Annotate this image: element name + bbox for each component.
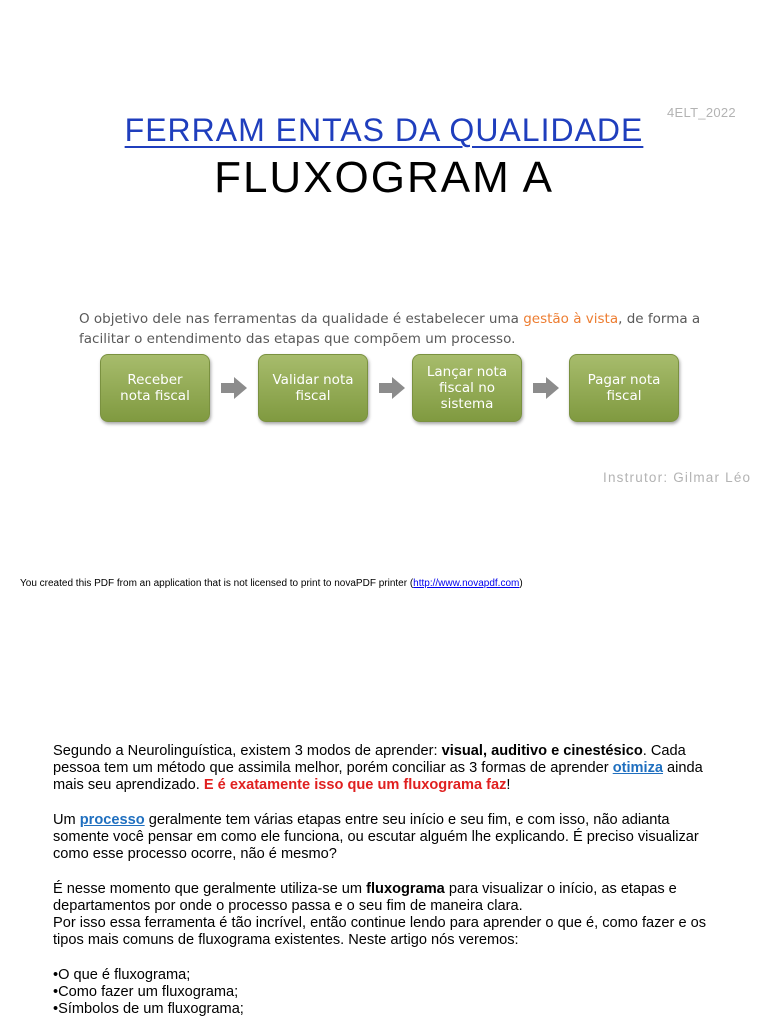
flow-step-2: Validar nota fiscal (258, 354, 368, 422)
fluxograma-bold: fluxograma (366, 880, 445, 897)
intro-highlight: gestão à vista (523, 311, 619, 327)
emphasis-red: E é exatamente isso que um fluxograma faz (203, 777, 507, 794)
paragraph-3-text-b: para visualizar o início, as etapas e departamentos por onde o processo passa e o seu fim de maneira clara. (53, 880, 677, 914)
paragraph-1-end: ! (506, 777, 511, 794)
paragraph-1 (53, 743, 721, 795)
paragraph-1-text-b: . Cada pessoa tem um método que assimila melhor, porém conciliar as 3 formas de aprender (53, 743, 686, 777)
page-subtitle: FLUXOGRAM A (214, 153, 554, 202)
novapdf-notice (20, 578, 523, 589)
list-item: •O que é fluxograma; (53, 966, 191, 983)
process-flowchart (100, 354, 680, 424)
paragraph-1-text-c: ainda mais seu aprendizado. (53, 760, 703, 794)
intro-text-before: O objetivo dele nas ferramentas da qualidade é estabelecer uma (79, 311, 524, 327)
flow-step-3: Lançar nota fiscal no sistema (412, 354, 522, 422)
processo-link[interactable]: processo (79, 811, 145, 828)
novapdf-prefix: You created this PDF from an application that is not licensed to print to novaPDF printer ( (20, 578, 414, 589)
paragraph-3-text: É nesse momento que geralmente utiliza-se um (53, 880, 367, 897)
flow-step-4: Pagar nota fiscal (569, 354, 679, 422)
list-item: •Símbolos de um fluxograma; (53, 1001, 244, 1017)
arrow-right-icon (221, 377, 247, 399)
document-code: 4ELT_2022 (667, 105, 736, 120)
novapdf-link[interactable]: http://www.novapdf.com (413, 578, 520, 589)
page-title-text: FERRAM ENTAS DA QUALIDADE (124, 112, 644, 148)
list-item: •Como fazer um fluxograma; (53, 983, 239, 1000)
paragraph-4: Por isso essa ferramenta é tão incrível, então continue lendo para aprender o que é, como fazer e os tipos mais comuns de fluxograma existentes. Neste artigo nós veremos: (53, 915, 707, 949)
paragraph-2-text-b: geralmente tem várias etapas entre seu início e seu fim, e com isso, não adianta somente você pensar em como ele funciona, ou escutar alguém lhe explicando. É preciso visualizar como esse processo ocorre, não é mesmo? (53, 811, 699, 863)
paragraph-2-text: Um (53, 811, 80, 828)
paragraph-2 (53, 812, 721, 864)
page-title (0, 112, 768, 149)
paragraph-3 (53, 881, 721, 915)
novapdf-suffix: ) (519, 578, 523, 589)
otimiza-link[interactable]: otimiza (612, 760, 663, 777)
intro-text (79, 309, 719, 349)
arrow-right-icon (379, 377, 405, 399)
intro-text-after: , de forma a facilitar o entendimento das etapas que compõem um processo. (79, 311, 701, 347)
arrow-right-icon (533, 377, 559, 399)
instructor-name: Instrutor: Gilmar Léo (603, 470, 752, 485)
flow-step-1: Receber nota fiscal (100, 354, 210, 422)
article-body (53, 743, 721, 1018)
learning-modes-bold: visual, auditivo e cinestésico (441, 743, 643, 759)
paragraph-1-text: Segundo a Neurolinguística, existem 3 modos de aprender: (53, 743, 442, 759)
